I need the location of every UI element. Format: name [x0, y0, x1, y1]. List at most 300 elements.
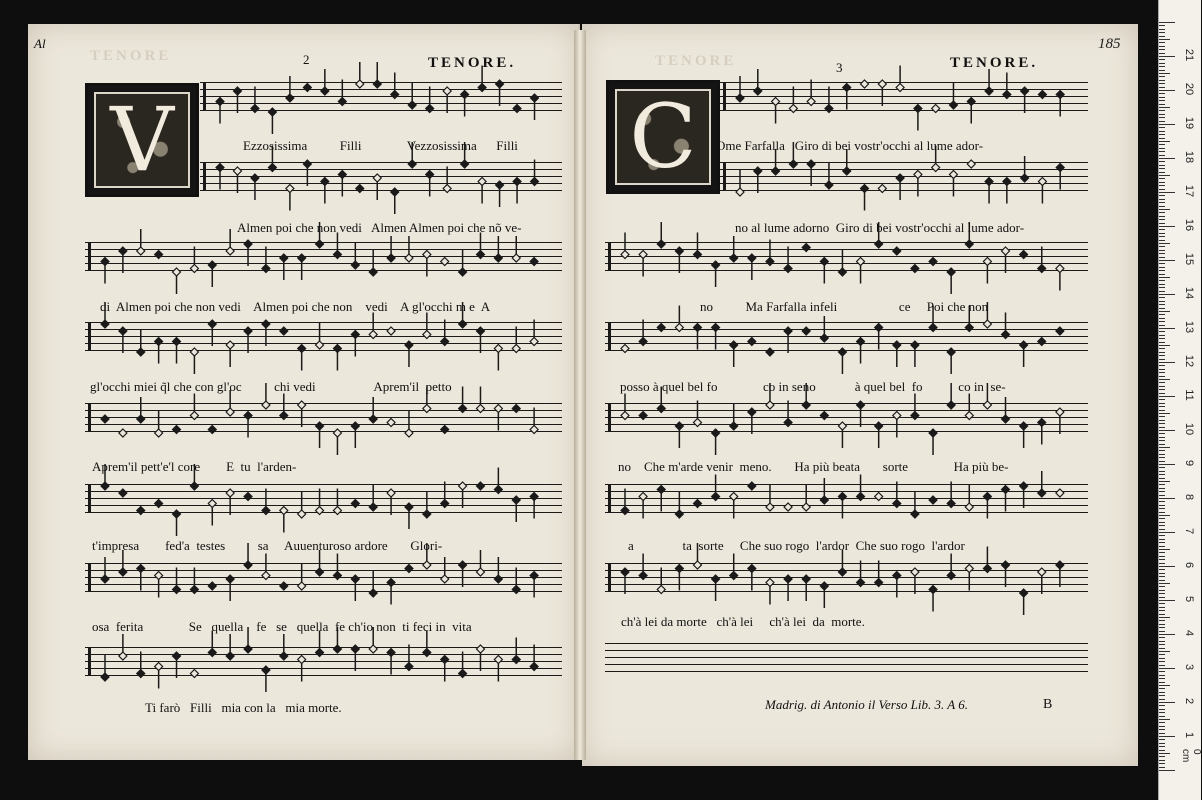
ruler-tick	[1159, 668, 1175, 669]
lyric-line: di Almen poi che non vedi Almen poi che non vedi A gl'occhi m e A	[100, 299, 491, 314]
music-staff	[605, 242, 1088, 272]
ruler-tick	[1159, 716, 1165, 717]
music-note	[405, 565, 413, 573]
ruler-tick	[1159, 699, 1165, 700]
ruler-tick	[1159, 372, 1165, 373]
music-staff	[85, 242, 562, 272]
music-note	[657, 568, 665, 594]
music-note	[675, 492, 683, 518]
note-group	[200, 82, 562, 112]
music-note	[929, 258, 937, 266]
ruler-tick	[1159, 36, 1165, 37]
ruler-tick	[1159, 325, 1165, 326]
music-note	[530, 408, 538, 434]
ruler-tick	[1159, 134, 1165, 135]
ruler-tick	[1159, 148, 1165, 149]
ruler-tick	[1159, 304, 1165, 305]
music-note	[119, 327, 127, 353]
music-note	[893, 247, 901, 255]
ruler-tick	[1159, 593, 1165, 594]
music-note	[748, 565, 756, 591]
ruler-tick	[1159, 314, 1165, 315]
music-note	[155, 251, 163, 259]
ruler-tick	[1159, 678, 1165, 679]
ruler-tick	[1159, 321, 1165, 322]
ruler-tick	[1159, 525, 1165, 526]
ruler-tick	[1159, 83, 1165, 84]
ruler-tick	[1159, 124, 1175, 125]
music-note	[298, 492, 306, 518]
ruler-tick	[1159, 345, 1170, 346]
ruler-number: 4	[1183, 629, 1195, 637]
page-footer: Madrig. di Antonio il Verso Lib. 3. A 6.	[765, 697, 968, 712]
music-note	[244, 493, 252, 501]
ruler-tick	[1159, 491, 1165, 492]
ruler-tick	[1159, 240, 1165, 241]
music-note	[789, 87, 797, 113]
music-note	[621, 345, 629, 353]
note-group	[85, 242, 562, 272]
note-group	[85, 403, 562, 433]
music-note	[1056, 164, 1064, 190]
ruler-tick	[1159, 739, 1165, 740]
ruler-tick	[1159, 379, 1170, 380]
ruler-tick	[1159, 726, 1165, 727]
ruler-tick	[1159, 481, 1170, 482]
ruler-tick	[1159, 206, 1165, 207]
ruler-tick	[1159, 297, 1165, 298]
ruler-tick	[1159, 620, 1165, 621]
music-note	[280, 582, 288, 590]
music-note	[262, 489, 270, 515]
music-note	[155, 500, 163, 508]
ruler-tick	[1159, 22, 1175, 23]
music-staff	[720, 162, 1088, 192]
music-note	[965, 565, 973, 591]
ruler-tick	[1159, 467, 1165, 468]
clef-mark	[88, 484, 91, 513]
ruler-tick	[1159, 461, 1165, 462]
music-note	[820, 412, 828, 420]
ruler-tick	[1159, 457, 1165, 458]
empty-staff	[605, 643, 1088, 673]
ruler-tick	[1159, 399, 1165, 400]
music-note	[857, 401, 865, 427]
ruler-tick	[1159, 665, 1165, 666]
ruler-number: 14	[1183, 286, 1195, 300]
ruler-number: 16	[1183, 218, 1195, 232]
ruler-tick	[1159, 32, 1165, 33]
ruler-tick	[1159, 437, 1165, 438]
clef-mark	[88, 322, 91, 351]
music-note	[530, 645, 538, 671]
music-note	[1038, 91, 1046, 99]
music-note	[251, 87, 259, 113]
ruler-tick	[1159, 178, 1165, 179]
ruler-tick	[1159, 49, 1165, 50]
ruler-tick	[1159, 138, 1165, 139]
ruler-tick	[1159, 39, 1170, 40]
ruler-tick	[1159, 97, 1165, 98]
music-note	[137, 565, 145, 591]
music-note	[476, 645, 484, 671]
note-group	[605, 322, 1088, 352]
ruler-tick	[1159, 648, 1165, 649]
lyric-line: ch'à lei da morte ch'à lei ch'à lei da morte.	[621, 614, 865, 629]
ruler-tick	[1159, 257, 1165, 258]
ruler-tick	[1159, 559, 1165, 560]
ruler-tick	[1159, 127, 1165, 128]
ruler-tick	[1159, 410, 1165, 411]
ruler-tick	[1159, 454, 1165, 455]
music-note	[754, 167, 762, 193]
ruler-tick	[1159, 104, 1165, 105]
ruler-tick	[1159, 661, 1165, 662]
ruler-tick	[1159, 216, 1165, 217]
music-note	[173, 568, 181, 594]
lyric-line: Ti farò Filli mia con la mia morte.	[145, 700, 342, 715]
ruler-tick	[1159, 658, 1165, 659]
music-note	[802, 244, 810, 252]
music-note	[807, 80, 815, 106]
music-note	[1056, 327, 1064, 335]
ruler-tick	[1159, 474, 1165, 475]
ruler-tick	[1159, 382, 1165, 383]
ruler-tick	[1159, 90, 1175, 91]
music-note	[621, 489, 629, 515]
lyric-line: t'impresa fed'a testes sa Auuenturoso ardore Glori-	[92, 538, 443, 553]
music-note	[693, 500, 701, 508]
note-group	[85, 484, 562, 514]
music-note	[675, 565, 683, 591]
ruler-number: 15	[1183, 252, 1195, 266]
ruler-tick	[1159, 709, 1165, 710]
ruler-tick	[1159, 512, 1165, 513]
ruler-tick	[1159, 362, 1175, 363]
music-staff	[605, 403, 1088, 433]
ruler-number: 3	[1183, 663, 1195, 671]
left-voice-label: TENORE.	[428, 55, 517, 71]
ruler-tick	[1159, 291, 1165, 292]
ruler-tick	[1159, 416, 1165, 417]
music-note	[675, 247, 683, 273]
music-note	[119, 489, 127, 497]
music-note	[173, 652, 181, 678]
music-note	[303, 84, 311, 92]
music-note	[408, 83, 416, 109]
ruler-tick	[1159, 736, 1175, 737]
music-note	[459, 561, 467, 587]
music-note	[807, 160, 815, 186]
clef-mark	[608, 322, 611, 351]
music-note	[494, 405, 502, 431]
ruler-tick	[1159, 250, 1165, 251]
music-note	[369, 250, 377, 276]
ruler-tick	[1159, 607, 1165, 608]
ruler-tick	[1159, 444, 1165, 445]
ruler-tick	[1159, 253, 1165, 254]
music-note	[639, 320, 647, 346]
music-note	[443, 87, 451, 113]
music-note	[226, 489, 234, 515]
clef-mark	[88, 242, 91, 271]
music-note	[369, 571, 377, 597]
ruler-number: 2	[1183, 697, 1195, 705]
music-note	[496, 80, 504, 106]
ruler-tick	[1159, 155, 1165, 156]
music-note	[476, 327, 484, 353]
ruler-tick	[1159, 53, 1165, 54]
ruler-tick	[1159, 484, 1165, 485]
music-note	[512, 568, 520, 594]
music-note	[233, 167, 241, 193]
music-note	[333, 489, 341, 515]
music-note	[857, 561, 865, 587]
ruler-tick	[1159, 614, 1165, 615]
ruler-number: 21	[1183, 48, 1195, 62]
ruler-tick	[1159, 603, 1165, 604]
note-group	[85, 563, 562, 593]
lyric-line: Ezzosissima Filli Vezzosissima Filli	[243, 138, 518, 153]
music-note	[639, 412, 647, 420]
music-note	[405, 645, 413, 671]
ruler-tick	[1159, 685, 1170, 686]
music-note	[784, 327, 792, 353]
ruler-tick	[1159, 556, 1165, 557]
ruler-tick	[1159, 131, 1165, 132]
ruler-tick	[1159, 209, 1170, 210]
ruler-tick	[1159, 192, 1175, 193]
ruler-tick	[1159, 277, 1170, 278]
ruler-number: 8	[1183, 493, 1195, 501]
music-note	[512, 405, 520, 413]
ruler-tick	[1159, 172, 1165, 173]
music-note	[947, 482, 955, 508]
ruler-tick	[1159, 46, 1165, 47]
ruler-tick	[1159, 760, 1165, 761]
ruler-number: 18	[1183, 150, 1195, 164]
music-note	[441, 258, 449, 266]
music-note	[736, 170, 744, 196]
ruler-tick	[1159, 246, 1165, 247]
ruler-tick	[1159, 93, 1165, 94]
music-note	[802, 327, 810, 335]
music-note	[356, 185, 364, 193]
clef-mark	[608, 563, 611, 592]
ruler-tick	[1159, 597, 1165, 598]
ruler-tick	[1159, 110, 1165, 111]
music-note	[155, 411, 163, 437]
music-note	[1056, 408, 1064, 434]
music-note	[476, 482, 484, 490]
music-note	[784, 503, 792, 511]
clef-mark	[203, 82, 206, 111]
ruler-tick	[1159, 498, 1175, 499]
music-note	[338, 80, 346, 106]
ruler-tick	[1159, 199, 1165, 200]
ruler-tick	[1159, 376, 1165, 377]
ruler-tick	[1159, 746, 1165, 747]
note-group	[605, 563, 1088, 593]
music-note	[621, 568, 629, 594]
ruler-tick	[1159, 393, 1165, 394]
right-page-number: 3	[836, 60, 843, 75]
music-staff	[85, 647, 562, 677]
clef-mark	[88, 647, 91, 676]
ruler-tick	[1159, 580, 1165, 581]
music-note	[712, 324, 720, 350]
clef-mark	[723, 82, 726, 111]
ruler-tick	[1159, 440, 1165, 441]
ruler-tick	[1159, 331, 1165, 332]
right-ghost-header: TENORE	[655, 53, 737, 69]
music-note	[748, 482, 756, 490]
clef-mark	[608, 484, 611, 513]
music-note	[190, 670, 198, 678]
ruler-tick	[1159, 719, 1170, 720]
ruler-tick	[1159, 301, 1165, 302]
music-note	[244, 240, 252, 266]
ruler-tick	[1159, 107, 1170, 108]
music-note	[1056, 561, 1064, 587]
music-note	[426, 87, 434, 113]
music-note	[825, 87, 833, 113]
ruler-tick	[1159, 631, 1165, 632]
folio-number: 185	[1098, 36, 1121, 52]
ruler-tick	[1159, 627, 1165, 628]
ruler-tick	[1159, 280, 1165, 281]
music-note	[530, 258, 538, 266]
music-note	[298, 401, 306, 427]
ruler-number: 9	[1183, 459, 1195, 467]
music-note	[911, 492, 919, 518]
music-note	[244, 327, 252, 353]
ruler-tick	[1159, 413, 1170, 414]
ruler-tick	[1159, 318, 1165, 319]
ruler-tick	[1159, 590, 1165, 591]
music-note	[878, 185, 886, 193]
ruler-tick	[1159, 542, 1165, 543]
ruler-tick	[1159, 488, 1165, 489]
note-group	[720, 82, 1088, 112]
ruler-tick	[1159, 175, 1170, 176]
ruler-tick	[1159, 692, 1165, 693]
music-note	[766, 240, 774, 266]
note-group	[85, 322, 562, 352]
music-note	[911, 265, 919, 273]
ruler-number: 20	[1183, 82, 1195, 96]
ruler-tick	[1159, 66, 1165, 67]
music-note	[459, 250, 467, 276]
music-note	[513, 105, 521, 113]
ruler-tick	[1159, 229, 1165, 230]
music-note	[190, 247, 198, 273]
ruler-tick	[1159, 501, 1165, 502]
ruler-tick	[1159, 447, 1170, 448]
ruler-tick	[1159, 158, 1175, 159]
ruler-tick	[1159, 233, 1165, 234]
music-note	[190, 568, 198, 594]
music-note	[387, 419, 395, 427]
ruler-tick	[1159, 369, 1165, 370]
note-group	[605, 242, 1088, 272]
lyric-line: gl'occhi miei q̃l che con gl'oc chi vedi Aprem'il petto	[90, 379, 452, 394]
ruler-tick	[1159, 471, 1165, 472]
left-decorated-initial	[85, 83, 199, 197]
music-note	[101, 415, 109, 423]
music-note	[1002, 486, 1010, 512]
music-note	[101, 655, 109, 681]
music-note	[730, 404, 738, 430]
music-note	[932, 105, 940, 113]
right-initial-letter: C	[629, 85, 697, 188]
music-note	[1038, 338, 1046, 346]
lyric-line: a ta sorte Che suo rogo l'ardor Che suo rogo l'ardor	[628, 538, 965, 553]
ruler-tick	[1159, 532, 1175, 533]
music-note	[119, 247, 127, 273]
music-note	[441, 482, 449, 508]
ruler-tick	[1159, 563, 1165, 564]
music-note	[459, 652, 467, 678]
ruler-tick	[1159, 495, 1165, 496]
ruler-tick	[1159, 733, 1165, 734]
ruler-tick	[1159, 637, 1165, 638]
note-group	[85, 647, 562, 677]
clef-mark	[608, 242, 611, 271]
music-note	[784, 247, 792, 273]
music-note	[216, 164, 224, 190]
ruler-tick	[1159, 675, 1165, 676]
ruler-tick	[1159, 743, 1165, 744]
clef-mark	[88, 563, 91, 592]
ruler-tick	[1159, 569, 1165, 570]
music-staff	[605, 484, 1088, 514]
ruler-number: 11	[1183, 389, 1195, 401]
ruler-tick	[1159, 274, 1165, 275]
ruler-tick	[1159, 396, 1175, 397]
music-note	[137, 330, 145, 356]
ruler-number: 17	[1183, 184, 1195, 198]
music-note	[875, 561, 883, 587]
ruler-tick	[1159, 195, 1165, 196]
note-group	[605, 403, 1088, 433]
ruler-tick	[1159, 348, 1165, 349]
music-staff	[85, 484, 562, 514]
music-note	[530, 320, 538, 346]
ruler-number: 19	[1183, 116, 1195, 130]
ruler-tick	[1159, 427, 1165, 428]
ruler-tick	[1159, 522, 1165, 523]
ruler-tick	[1159, 352, 1165, 353]
clef-mark	[723, 162, 726, 191]
ruler-tick	[1159, 29, 1165, 30]
ruler-tick	[1159, 573, 1165, 574]
ruler-tick	[1159, 59, 1165, 60]
ruler-tick	[1159, 287, 1165, 288]
ruler-tick	[1159, 515, 1170, 516]
music-note	[766, 485, 774, 511]
ruler-tick	[1159, 141, 1170, 142]
music-note	[911, 568, 919, 594]
ruler-tick	[1159, 464, 1175, 465]
music-note	[784, 401, 792, 427]
ruler-tick	[1159, 403, 1165, 404]
music-note	[843, 84, 851, 110]
music-note	[423, 492, 431, 518]
ruler-tick	[1159, 100, 1165, 101]
ruler-tick	[1159, 682, 1165, 683]
ruler-tick	[1159, 263, 1165, 264]
